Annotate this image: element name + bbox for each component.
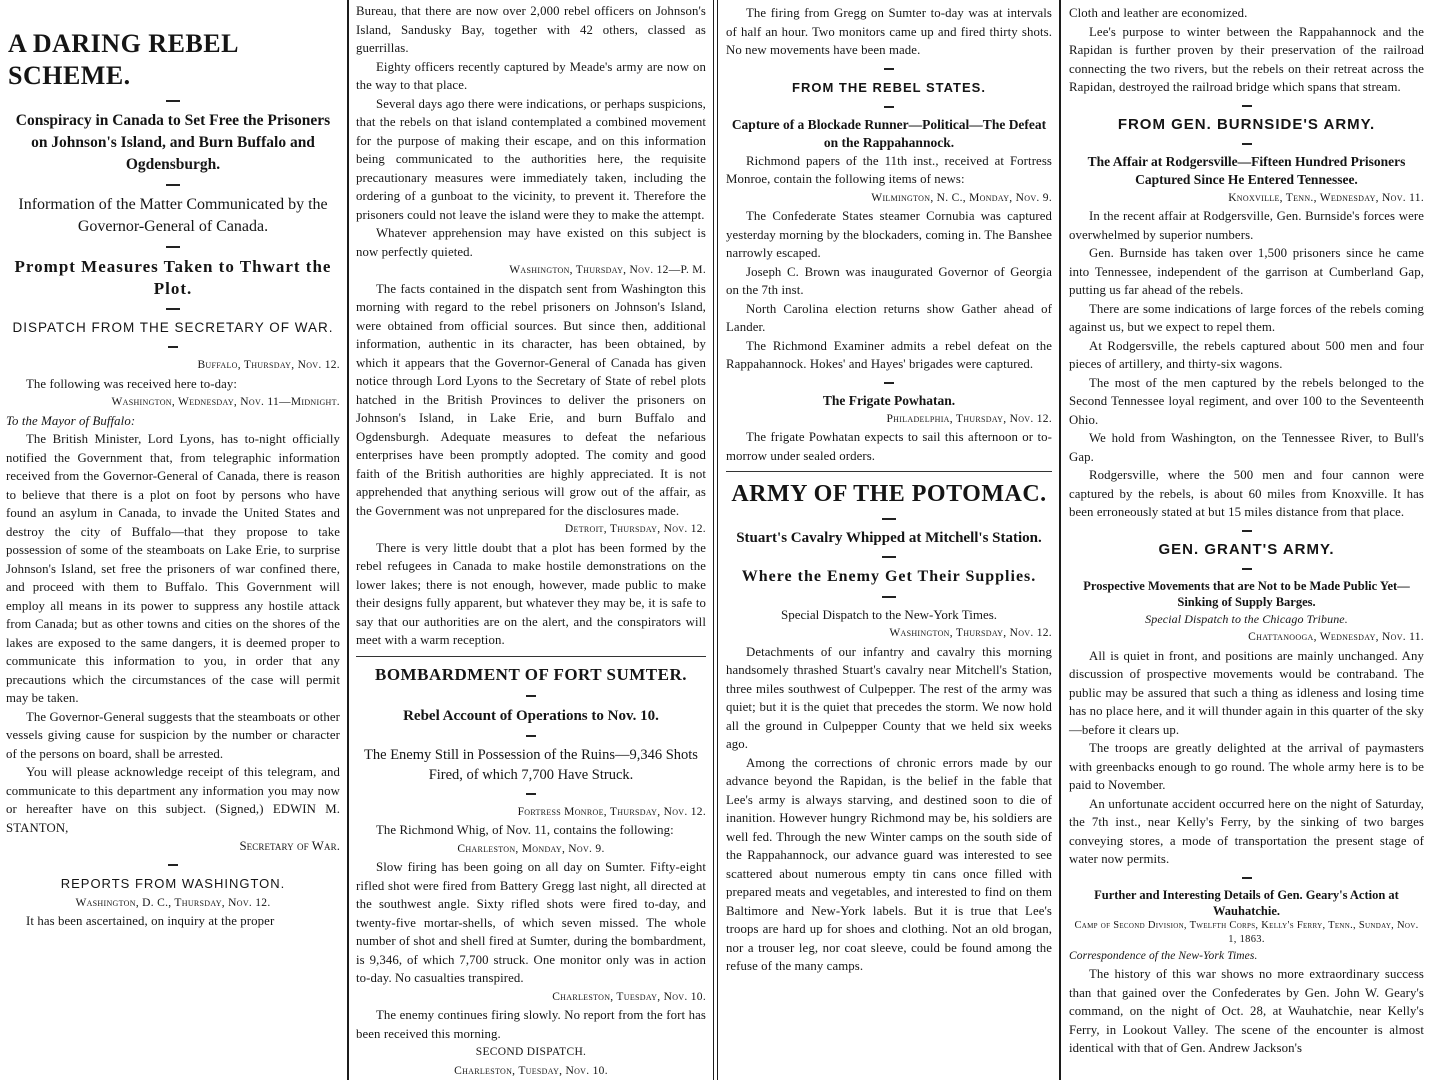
divider: [526, 735, 536, 737]
paragraph: The history of this war shows no more extraordinary success than that gained over the Confederates by Gen. John W. Geary's command, on the night of Oct. 28, at Wauhatchie, near Kelly's Ferry, in Lookout Valley. The scene of the encounter is almost identical with that of Gen. Andrew Jackson's: [1069, 967, 1424, 1055]
paragraph: It has been ascertained, on inquiry at the proper: [26, 914, 275, 928]
address-line: To the Mayor of Buffalo:: [6, 413, 136, 428]
column-3: [720, 0, 1058, 1080]
divider: [884, 106, 894, 108]
paragraph: Several days ago there were indications, or perhaps suspicions, that the rebels on that island contemplated a combined movement for the purpose of making their escape, and on this information being communicated to the authorities here, the requisite precautionary measures were immediately taken, including the ordering of a gunboat to the vicinity, to prevent it. Therefore the prisoners could not leave the island were they to make the attempt.: [356, 96, 706, 222]
subhead-stuarts-cavalry: Stuart's Cavalry Whipped at Mitchell's Station.: [736, 530, 1042, 546]
dateline: Washington, D. C., Thursday, Nov. 12.: [75, 896, 271, 909]
subhead-blockade-runner: Capture of a Blockade Runner—Political—The Defeat on the Rappahannock.: [731, 116, 1047, 150]
paragraph: Slow firing has been going on all day on Sumter. Fifty-eight rifled shot were fired from Battery Gregg last night, all directed at the southwest angle. Sixty rifled shots were fired to-day, and twenty-five mortar-shells, of which seven missed. The whole number of shot and shell fired at Sumter, during the bombardment, is 9,346, of which 7,700 struck. One monitor only was in action to-day. No casualties transpired.: [356, 860, 706, 985]
paragraph: At Rodgersville, the rebels captured about 500 men and four pieces of artillery, and thirty-six wagons.: [1069, 338, 1424, 371]
divider: [168, 346, 178, 348]
subhead-enemy-supplies: Where the Enemy Get Their Supplies.: [741, 568, 1037, 585]
subhead-geary-action: Further and Interesting Details of Gen. Geary's Action at Wauhatchie.: [1094, 887, 1399, 918]
divider: [882, 596, 896, 598]
divider: [884, 382, 894, 384]
paragraph: The British Minister, Lord Lyons, has to-night officially notified the Government that, from telegraphic information received from the Governor-General of Canada, there is reason to believe that there is a plot on foot by persons who have found an asylum in Canada, to invade the United States and destroy the city of Buffalo—that they propose to take possession of some of the steamboats on Lake Erie, to surprise Johnson's Island, set free the prisoners of war confined there, and proceed with them to Buffalo. This Government will employ all means in its power to suppress any hostile attack from Canada; but as other towns and cities on the shores of the lakes are exposed to the same dangers, it is deemed proper to communicate this information to you, in order that any precautions which the circumstances of the case will permit may be taken.: [6, 432, 340, 705]
subhead-rodgersville: The Affair at Rodgersville—Fifteen Hundred Prisoners Captured Since He Entered Tennessee.: [1087, 153, 1406, 187]
subhead-conspiracy: Conspiracy in Canada to Set Free the Prisoners on Johnson's Island, and Burn Buffalo and Ogdensburgh.: [15, 112, 331, 173]
dateline: Washington, Thursday, Nov. 12.: [889, 627, 1052, 639]
column-4: [1063, 0, 1430, 1080]
dateline: Charleston, Tuesday, Nov. 10.: [454, 1064, 608, 1077]
paragraph: In the recent affair at Rodgersville, Gen. Burnside's forces were overwhelmed by superior numbers.: [1069, 209, 1424, 242]
paragraph: North Carolina election returns show Gather ahead of Lander.: [726, 301, 1052, 334]
dateline: Charleston, Monday, Nov. 9.: [457, 842, 605, 855]
divider: [526, 695, 536, 697]
dateline: Charleston, Tuesday, Nov. 10.: [552, 990, 706, 1003]
section-rule: [726, 471, 1052, 472]
paragraph: The Confederate States steamer Cornubia was captured yesterday morning by the blockaders, coming in. The Banshee narrowly escaped.: [726, 209, 1052, 260]
dateline: Philadelphia, Thursday, Nov. 12.: [886, 412, 1052, 425]
paragraph: The Richmond Examiner admits a rebel defeat on the Rappahannock. Hokes' and Hayes' brigades were captured.: [726, 338, 1052, 371]
paragraph: All is quiet in front, and positions are mainly unchanged. Any discussion of prospective movements would be contraband. The public may be assured that such a thing as idleness and losing time has no place here, and it will thunder again in this quarter of the sky—before it clears up.: [1069, 648, 1425, 737]
paragraph: There are some indications of large forces of the rebels coming against us, but we expect to repel them.: [1069, 301, 1424, 334]
paragraph: The frigate Powhatan expects to sail this afternoon or to-morrow under sealed orders.: [726, 430, 1052, 463]
subhead-reports-washington: REPORTS FROM WASHINGTON.: [60, 875, 286, 891]
divider: [526, 793, 536, 795]
dateline: Wilmington, N. C., Monday, Nov. 9.: [871, 191, 1052, 204]
divider: [168, 864, 178, 866]
divider: [166, 246, 180, 248]
paragraph: Eighty officers recently captured by Meade's army are now on the way to that place.: [356, 59, 706, 92]
paragraph: You will please acknowledge receipt of this telegram, and communicate to this department any information you may now or hereafter have on this subject. (Signed,) EDWIN M. STANTON,: [6, 765, 340, 835]
column-rule: [1059, 0, 1061, 1080]
headline-burnside-army: FROM GEN. BURNSIDE'S ARMY.: [1117, 115, 1376, 133]
paragraph: Cloth and leather are economized.: [1069, 6, 1248, 20]
headline-bombardment-fort-sumter: BOMBARDMENT OF FORT SUMTER.: [375, 664, 687, 684]
paragraph: Detachments of our infantry and cavalry this morning handsomely thrashed Stuart's cavalry near Mitchell's Station, three miles southwest of Culpepper. The rest of the army was quiet; but it is the quiet that precedes the storm. We now hold all the ground in Culpepper County that we held six weeks ago.: [726, 644, 1052, 751]
paragraph: The Richmond Whig, of Nov. 11, contains the following:: [376, 823, 674, 837]
headline-daring-rebel-scheme: A DARING REBEL SCHEME.: [8, 29, 238, 90]
paragraph: The following was received here to-day:: [26, 376, 238, 391]
signature-title: Secretary of War.: [239, 839, 340, 853]
column-rule: [717, 0, 718, 1080]
divider: [1242, 530, 1252, 532]
headline-grant-army: GEN. GRANT'S ARMY.: [1158, 540, 1335, 558]
divider: [166, 100, 180, 102]
paragraph: The facts contained in the dispatch sent from Washington this morning with regard to the rebel prisoners on Johnson's Island, were obtained from official sources. But since then, additional information, authentic in its character, has been obtained, by which it appears that the Governor-General of Canada has given notice through Lord Lyons to the Secretary of State of rebel plots hatched in the British Provinces to deliver the prisoners on Johnson's Island, in Lake Erie, and burn Buffalo and Ogdensburgh. Adequate measures to defeat the nefarious enterprises have been promptly adopted. The comity and good faith of the British authorities are highly appreciated. It is not apprehended that anything serious will grow out of the affair, as the Government was not unprepared for the disclosures made.: [356, 281, 706, 518]
correspondence-nyt: Correspondence of the New-York Times.: [1069, 949, 1258, 962]
paragraph: Lee's purpose to winter between the Rappahannock and the Rapidan is further proven by their preservation of the railroad connecting the two rivers, but the rebels on their retreat across the Rapidan, destroyed the railroad bridge which spans that stream.: [1069, 24, 1424, 94]
paragraph: Among the corrections of chronic errors made by our advance beyond the Rapidan, is the belief in the fable that Lee's army is always starving, and destined soon to die of inanition. However hungry Richmond may be, his soldiers are well fed. Through the new Winter camps on the south side of the Rappahannock, our advance guard was interested to see scattered about numerous empty tin cans once filled with prepared meats and vegetables, and interested to find on them Baltimore and New-York labels. But it is true that Lee's troops are hard up for shoes and clothing. Not an old brogan, nor a trouser leg, nor coat sleeve, could be found among the refuse of the many camps.: [726, 755, 1052, 973]
dateline: Buffalo, Thursday, Nov. 12.: [197, 359, 340, 371]
divider: [166, 308, 180, 310]
paragraph: Joseph C. Brown was inaugurated Governor of Georgia on the 7th inst.: [726, 264, 1052, 297]
paragraph: There is very little doubt that a plot has been formed by the rebel refugees in Canada to make hostile demonstrations on the lower lakes; there is not enough, however, made public to make their designs fully apparent, but whatever they may be, it is safe to say that our authorities are on the alert, and the conspirators will meet with a warm reception.: [356, 540, 706, 647]
subhead-second-dispatch: SECOND DISPATCH.: [475, 1046, 587, 1058]
dateline: Detroit, Thursday, Nov. 12.: [564, 523, 706, 535]
dateline: Washington, Thursday, Nov. 12—P. M.: [509, 264, 706, 276]
divider: [884, 68, 894, 70]
paragraph: Bureau, that there are now over 2,000 rebel officers on Johnson's Island, Sandusky Bay, together with 42 others, classed as guerrillas.: [356, 4, 706, 55]
special-dispatch-chicago: Special Dispatch to the Chicago Tribune.: [1145, 611, 1348, 626]
dateline: Camp of Second Division, Twelfth Corps, Kelly's Ferry, Tenn., Sunday, Nov. 1, 1863.: [1074, 919, 1419, 945]
paragraph: The most of the men captured by the rebels belonged to the Second Tennessee loyal regiment, and over 100 to the Seventeenth Ohio.: [1069, 375, 1424, 427]
dateline: Chattanooga, Wednesday, Nov. 11.: [1248, 631, 1424, 643]
paragraph: The enemy continues firing slowly. No report from the fort has been received this morning.: [356, 1008, 706, 1041]
paragraph: The Governor-General suggests that the steamboats or other vessels giving cause for suspicion by the number or character of the persons on board, shall be arrested.: [6, 709, 340, 761]
section-rule: [356, 656, 706, 657]
subhead-frigate-powhatan: The Frigate Powhatan.: [822, 392, 956, 408]
column-2: [350, 0, 712, 1080]
headline-army-of-potomac: ARMY OF THE POTOMAC.: [731, 481, 1047, 507]
dateline: Knoxville, Tenn., Wednesday, Nov. 11.: [1228, 191, 1424, 204]
divider: [1242, 568, 1252, 570]
divider: [1242, 877, 1252, 879]
paragraph: Rodgersville, where the 500 men and four cannon were captured by the rebels, is about 60 miles from Knoxville. It has been erroneously stated at but 15 miles distance from that place.: [1069, 468, 1424, 519]
divider: [882, 518, 896, 520]
paragraph: An unfortunate accident occurred here on the night of Saturday, the 7th inst., near Kelly's Ferry, by the sinking of two barges conveying stores, a mode of transportation the present stage of water now permits.: [1069, 796, 1424, 866]
column-rule: [347, 0, 349, 1080]
divider: [882, 556, 896, 558]
column-rule: [713, 0, 714, 1080]
paragraph: Richmond papers of the 11th inst., received at Fortress Monroe, contain the following items of news:: [726, 153, 1052, 186]
paragraph: The firing from Gregg on Sumter to-day was at intervals of half an hour. Two monitors came up and fired thirty shots. No new movements have been made.: [726, 6, 1052, 57]
column-1: [0, 0, 346, 1080]
subhead-prospective-movements: Prospective Movements that are Not to be Made Public Yet—Sinking of Supply Barges.: [1083, 578, 1410, 609]
dateline: Fortress Monroe, Thursday, Nov. 12.: [517, 805, 706, 818]
dateline: Washington, Wednesday, Nov. 11—Midnight.: [111, 396, 340, 408]
paragraph: Gen. Burnside has taken over 1,500 prisoners since he came into Tennessee, independent of the garrison at Cumberland Gap, putting us far ahead of the rebels.: [1069, 246, 1424, 297]
subhead-prompt-measures: Prompt Measures Taken to Thwart the Plot.: [14, 257, 332, 298]
divider: [1242, 105, 1252, 107]
paragraph: The troops are greatly delighted at the arrival of paymasters with greenbacks enough to go round. The whole army here is to be paid to November.: [1069, 741, 1424, 792]
special-dispatch-nyt: Special Dispatch to the New-York Times.: [780, 607, 998, 622]
subhead-enemy-still: The Enemy Still in Possession of the Ruins—9,346 Shots Fired, of which 7,700 Have Struck.: [364, 746, 698, 783]
headline-from-rebel-states: FROM THE REBEL STATES.: [792, 79, 986, 95]
divider: [166, 184, 180, 186]
paragraph: Whatever apprehension may have existed on this subject is now perfectly quieted.: [356, 226, 706, 259]
subhead-rebel-account: Rebel Account of Operations to Nov. 10.: [403, 707, 659, 724]
divider: [1242, 143, 1252, 145]
paragraph: We hold from Washington, on the Tennessee River, to Bull's Gap.: [1069, 431, 1424, 464]
subhead-dispatch-secretary-war: DISPATCH FROM THE SECRETARY OF WAR.: [12, 320, 334, 335]
subhead-information: Information of the Matter Communicated by the Governor-General of Canada.: [18, 196, 328, 235]
